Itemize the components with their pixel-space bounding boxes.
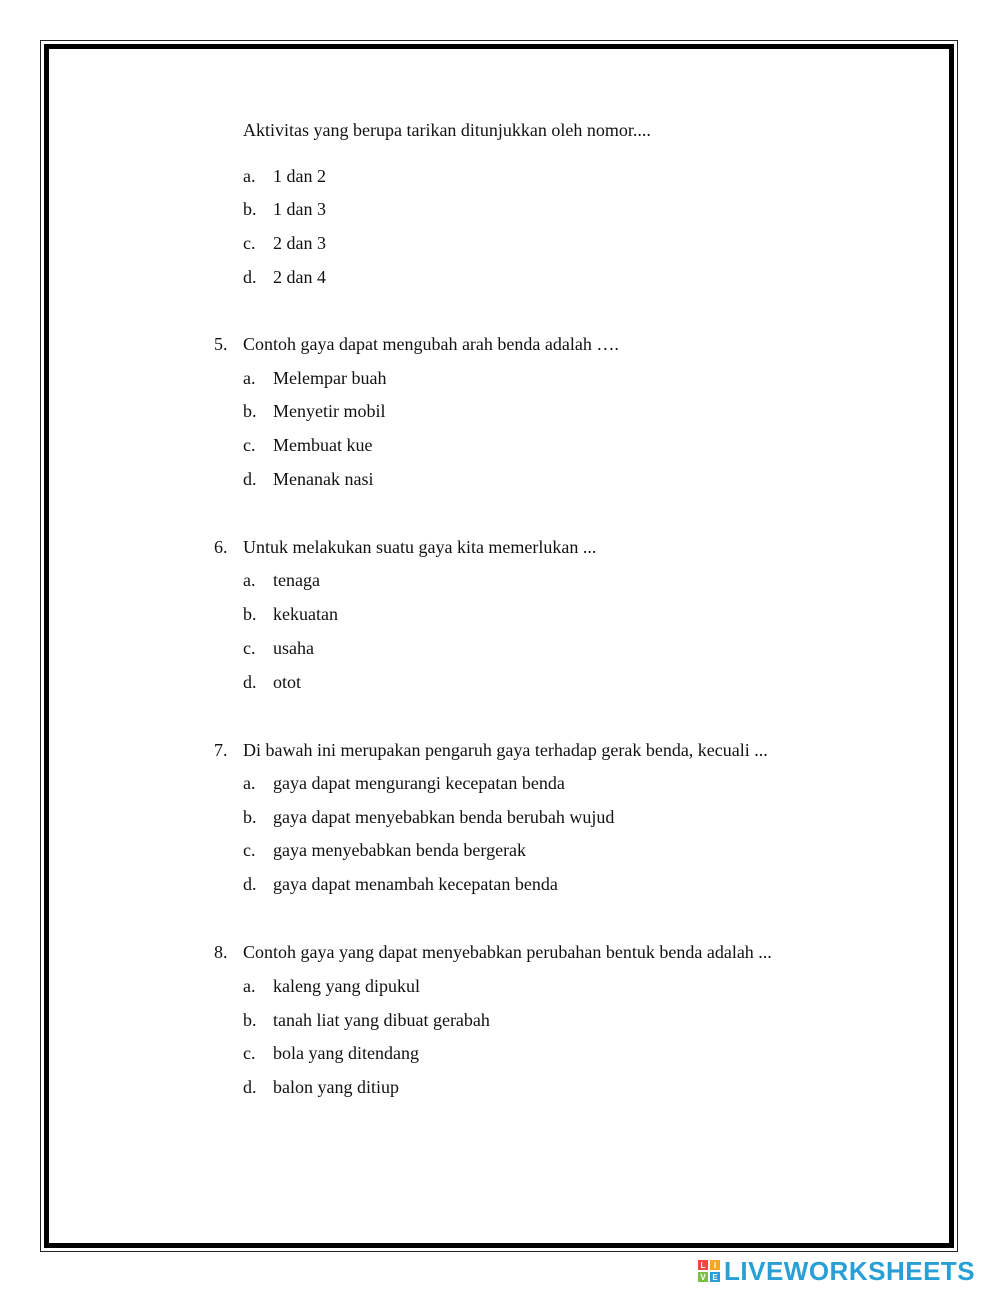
option-letter: b. (243, 1010, 257, 1030)
option-text: tenaga (273, 570, 320, 590)
logo-letter: V (698, 1272, 708, 1282)
question-text: Di bawah ini merupakan pengaruh gaya terhadap gerak benda, kecuali ... (243, 740, 768, 760)
option-text: gaya menyebabkan benda bergerak (273, 840, 527, 860)
option-text: otot (273, 672, 302, 692)
option-text: Melempar buah (273, 368, 387, 388)
logo-letter: E (710, 1272, 720, 1282)
option-text: Membuat kue (273, 435, 373, 455)
question-text: Contoh gaya yang dapat menyebabkan perubahan bentuk benda adalah ... (243, 942, 772, 962)
option-text: bola yang ditendang (273, 1043, 419, 1063)
logo-letter: L (698, 1260, 708, 1270)
liveworksheets-logo[interactable] (698, 1255, 976, 1286)
option-text: gaya dapat menyebabkan benda berubah wujud (273, 807, 615, 827)
option-letter: c. (243, 233, 256, 253)
logo-mark-icon (698, 1260, 720, 1282)
option-text: gaya dapat mengurangi kecepatan benda (273, 773, 565, 793)
option-text: balon yang ditiup (273, 1077, 399, 1097)
option-text: tanah liat yang dibuat gerabah (273, 1010, 490, 1030)
option-letter: b. (243, 807, 257, 827)
option-letter: a. (243, 570, 256, 590)
option-text: kekuatan (273, 604, 338, 624)
logo-letter: I (710, 1260, 720, 1270)
option-letter: b. (243, 199, 257, 219)
question-number: 6. (214, 537, 228, 557)
option-letter: d. (243, 672, 257, 692)
intro-question-text: Aktivitas yang berupa tarikan ditunjukkan oleh nomor.... (243, 120, 651, 140)
option-text: kaleng yang dipukul (273, 976, 420, 996)
option-letter: d. (243, 874, 257, 894)
question-text: Contoh gaya dapat mengubah arah benda adalah …. (243, 334, 619, 354)
option-letter: c. (243, 435, 256, 455)
question-number: 7. (214, 740, 228, 760)
option-letter: c. (243, 638, 256, 658)
question-text: Untuk melakukan suatu gaya kita memerlukan ... (243, 537, 597, 557)
option-text: 2 dan 3 (273, 233, 326, 253)
option-letter: a. (243, 773, 256, 793)
option-letter: b. (243, 604, 257, 624)
brand-name: LIVEWORKSHEETS (724, 1255, 976, 1286)
question-number: 8. (214, 942, 228, 962)
option-letter: c. (243, 1043, 256, 1063)
option-letter: d. (243, 469, 257, 489)
option-text: usaha (273, 638, 314, 658)
option-letter: d. (243, 1077, 257, 1097)
option-letter: a. (243, 368, 256, 388)
option-text: 2 dan 4 (273, 267, 326, 287)
option-letter: a. (243, 166, 256, 186)
option-letter: a. (243, 976, 256, 996)
option-letter: d. (243, 267, 257, 287)
option-text: Menyetir mobil (273, 401, 386, 421)
option-letter: b. (243, 401, 257, 421)
question-number: 5. (214, 334, 228, 354)
option-text: gaya dapat menambah kecepatan benda (273, 874, 558, 894)
option-text: 1 dan 3 (273, 199, 326, 219)
option-text: 1 dan 2 (273, 166, 326, 186)
option-letter: c. (243, 840, 256, 860)
option-text: Menanak nasi (273, 469, 374, 489)
page-border-inner (44, 44, 954, 1248)
